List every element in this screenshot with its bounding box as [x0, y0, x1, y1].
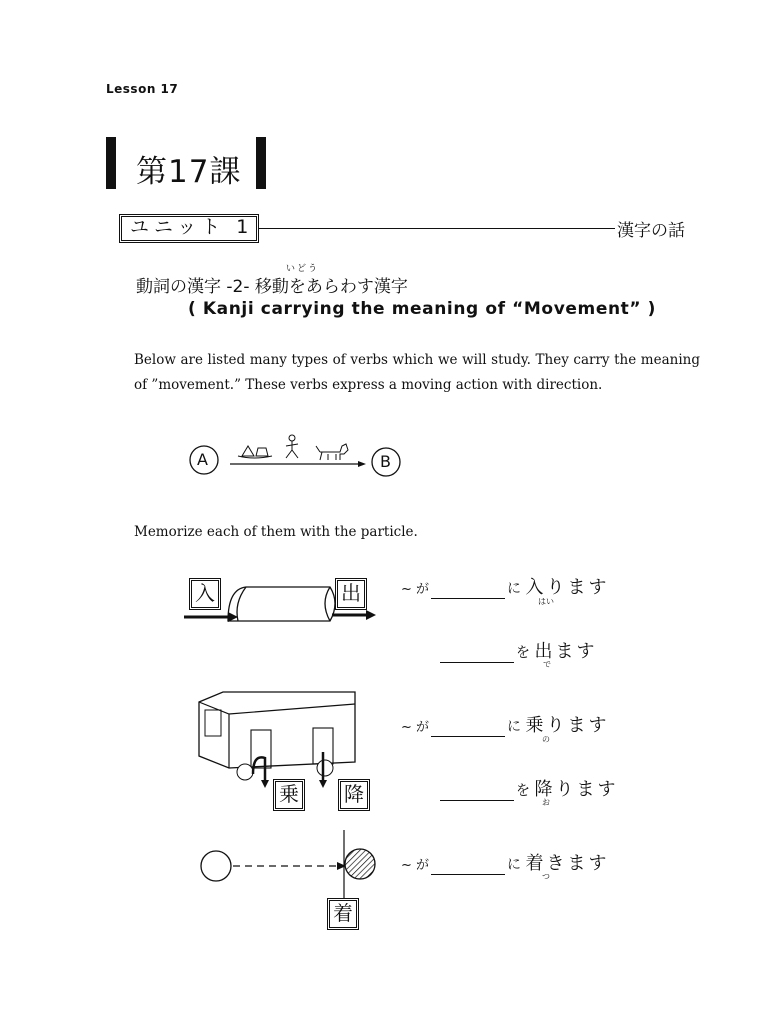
row-particle: に: [507, 857, 522, 873]
kanji-box-alight: 降: [338, 779, 370, 811]
row-prefix: ~ が: [401, 582, 430, 597]
ruby-reading: で: [543, 660, 551, 669]
exercise-row-2: [438, 637, 597, 663]
exercise-row-4: [438, 775, 618, 801]
row-verb: 着きます: [525, 853, 610, 874]
answer-blank[interactable]: [440, 648, 514, 663]
heading-ruby: いどう: [286, 264, 320, 274]
memorize-instruction: Memorize each of them with the particle.: [134, 524, 418, 540]
point-a-label: A: [197, 450, 208, 469]
ruby-reading: はい: [538, 597, 554, 606]
ruby-reading: の: [542, 735, 550, 744]
row-verb: 出ます: [534, 641, 598, 662]
unit-topic: 漢字の話: [617, 221, 685, 241]
row-particle: に: [507, 581, 522, 597]
row-verb: 乗ります: [525, 715, 610, 736]
section-subheading: ( Kanji carrying the meaning of “Movement” ): [188, 299, 657, 319]
intro-paragraph: Below are listed many types of verbs which we will study. They carry the meaning of ”movement.” These verbs express a moving action with direction.: [134, 352, 700, 393]
unit-label: ユニット 1: [130, 216, 254, 238]
arrival-diagram-icon: [195, 828, 385, 903]
exercise-row-1: [401, 573, 609, 599]
row-verb: 降ります: [534, 779, 619, 800]
row-verb: 入ります: [525, 577, 610, 598]
point-b-label: B: [380, 452, 391, 471]
page-title: 第17課: [136, 154, 242, 190]
ruby-reading: お: [542, 798, 550, 807]
kanji-box-enter: 入: [189, 578, 221, 610]
title-bar-left: [106, 137, 116, 189]
answer-blank[interactable]: [431, 584, 505, 599]
section-heading: 動詞の漢字 -2- 移動をあらわす漢字: [136, 277, 408, 297]
lesson-label: Lesson 17: [106, 82, 179, 96]
row-particle: を: [516, 645, 530, 661]
kanji-box-exit: 出: [335, 578, 367, 610]
row-prefix: ~ が: [401, 720, 430, 735]
row-particle: に: [507, 719, 522, 735]
kanji-box-arrive: 着: [327, 898, 359, 930]
row-prefix: ~ が: [401, 858, 430, 873]
title-bar-right: [256, 137, 266, 189]
answer-blank[interactable]: [440, 786, 514, 801]
answer-blank[interactable]: [431, 722, 505, 737]
exercise-row-3: [401, 711, 609, 737]
answer-blank[interactable]: [431, 860, 505, 875]
movement-figures-icon: [180, 430, 410, 490]
ruby-reading: つ: [542, 872, 550, 881]
exercise-row-5: [401, 849, 609, 875]
kanji-box-ride: 乗: [273, 779, 305, 811]
row-particle: を: [516, 783, 530, 799]
unit-divider: [259, 228, 615, 229]
